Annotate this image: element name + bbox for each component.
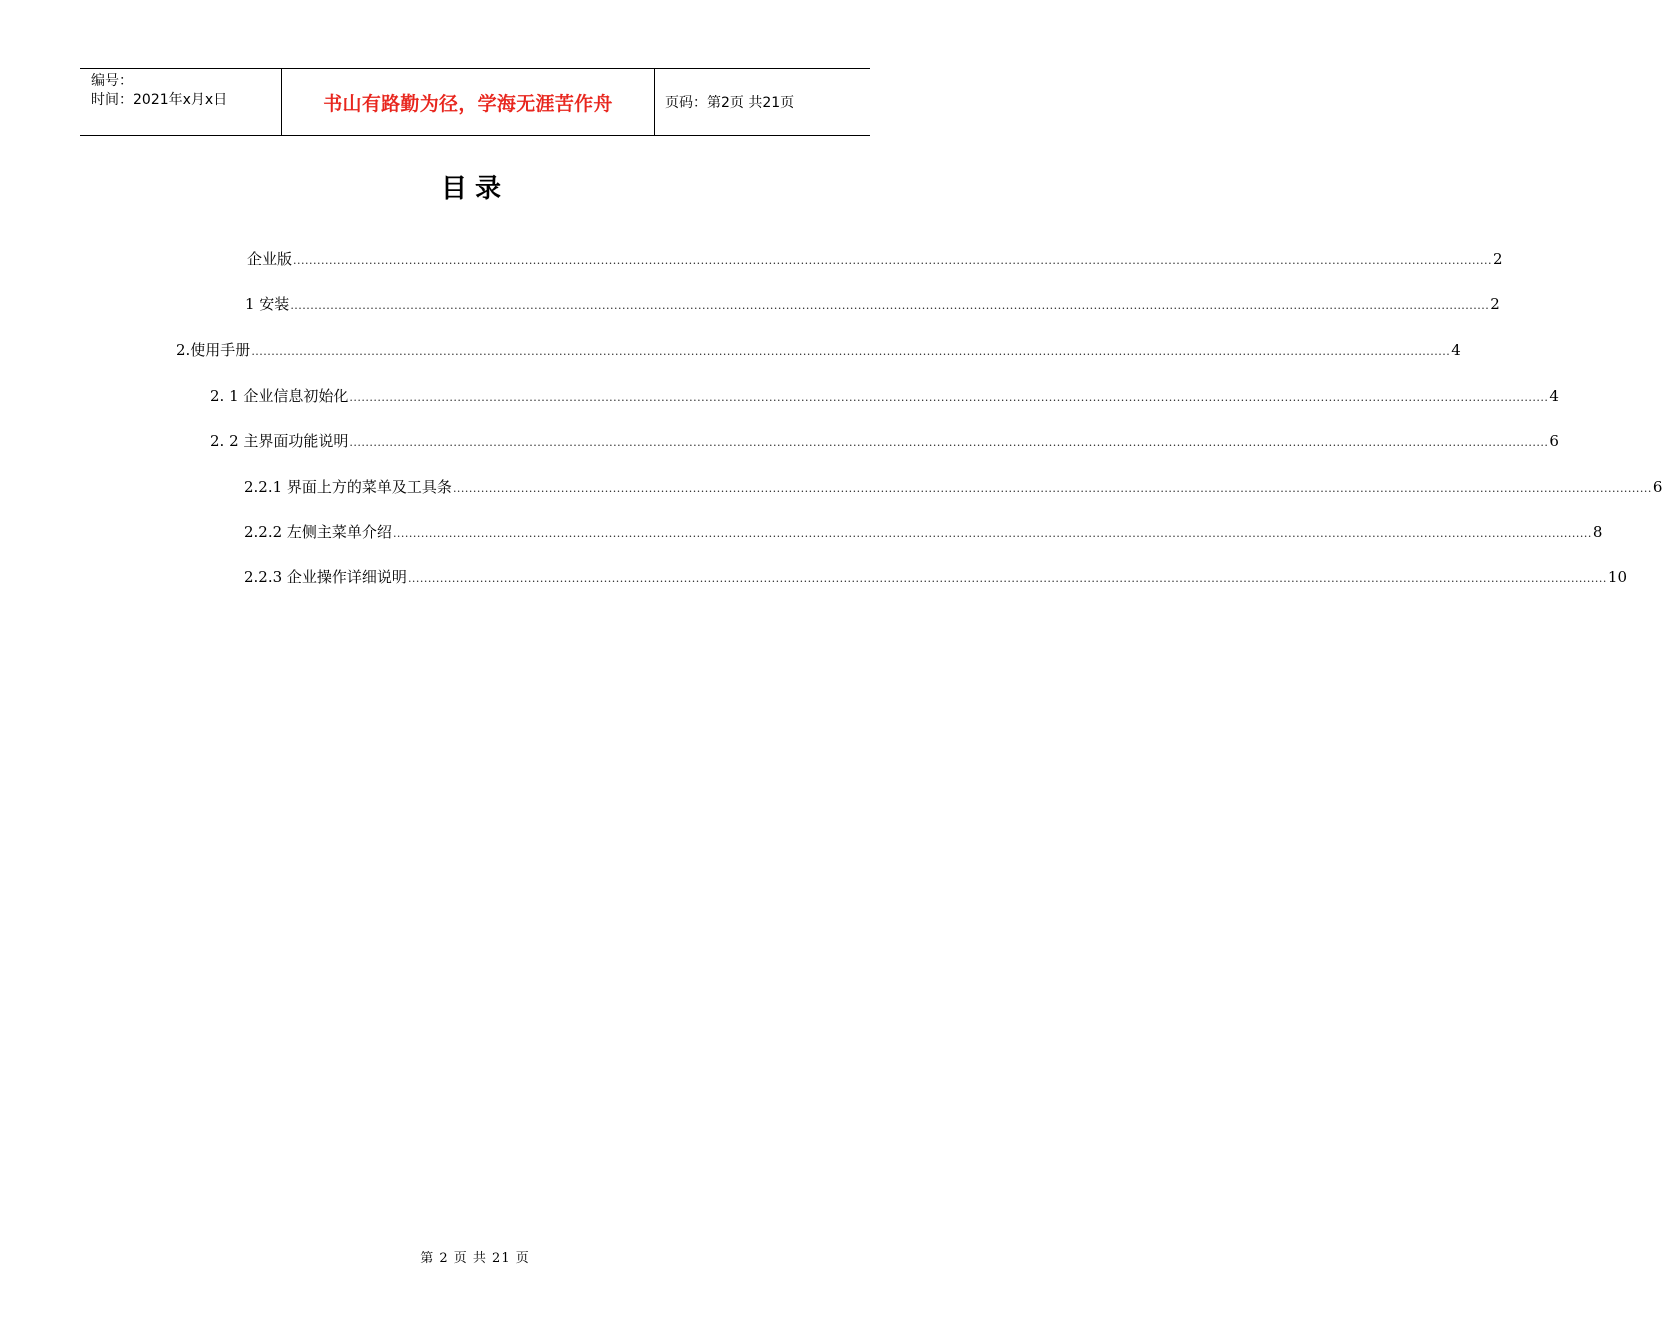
toc-entry[interactable]	[245, 293, 1500, 315]
toc-leader-dots: ............................................................................................................................................................................................................................................................................................................	[407, 572, 1607, 585]
toc-entry-page: 8	[1592, 523, 1603, 541]
page-header	[80, 68, 870, 136]
toc-entry[interactable]	[244, 521, 1603, 543]
toc-entry[interactable]	[210, 430, 1559, 452]
toc-entry-label: 2.使用手册	[176, 341, 251, 359]
toc-entry-label: 2.2.3 企业操作详细说明	[244, 568, 407, 586]
toc-entry[interactable]	[247, 248, 1503, 270]
header-page-info: 页码：第2页 共21页	[665, 95, 795, 111]
toc-leader-dots: ............................................................................................................................................................................................................................................................................................................	[349, 391, 1549, 404]
toc-leader-dots: ............................................................................................................................................................................................................................................................................................................	[293, 254, 1492, 267]
toc-title: 目录	[440, 174, 509, 204]
toc-entry-page: 10	[1607, 568, 1628, 586]
toc-entry[interactable]	[176, 339, 1461, 361]
toc-entry-page: 4	[1451, 341, 1461, 359]
toc-leader-dots: ............................................................................................................................................................................................................................................................................................................	[290, 299, 1490, 312]
toc-entry-label: 1 安装	[245, 295, 290, 313]
toc-leader-dots: ............................................................................................................................................................................................................................................................................................................	[349, 436, 1549, 449]
toc-entry-page: 2	[1493, 250, 1503, 268]
toc-leader-dots: ............................................................................................................................................................................................................................................................................................................	[392, 527, 1592, 540]
toc-entry-page: 2	[1490, 295, 1500, 313]
toc-entry[interactable]	[244, 566, 1628, 588]
toc-entry[interactable]	[244, 476, 1662, 498]
toc-leader-dots: ............................................................................................................................................................................................................................................................................................................	[251, 345, 1451, 358]
document-time-label: 时间：2021年x月x日	[91, 92, 228, 108]
header-slogan: 书山有路勤为径，学海无涯苦作舟	[323, 92, 613, 115]
header-slogan-cell	[282, 69, 655, 135]
toc-entry-page: 6	[1549, 432, 1559, 450]
toc-leader-dots: ............................................................................................................................................................................................................................................................................................................	[452, 482, 1652, 495]
toc-entry-label: 2. 1 企业信息初始化	[210, 387, 349, 405]
toc-entry-label: 企业版	[247, 250, 293, 268]
toc-entry-label: 2. 2 主界面功能说明	[210, 432, 349, 450]
toc-entry-label: 2.2.2 左侧主菜单介绍	[244, 523, 392, 541]
toc-entry[interactable]	[210, 385, 1559, 407]
header-meta-cell	[80, 69, 282, 135]
header-page-cell	[655, 69, 870, 135]
toc-entry-page: 4	[1549, 387, 1559, 405]
document-number-label: 编号：	[91, 73, 133, 89]
page-footer: 第 2 页 共 21 页	[420, 1251, 530, 1266]
toc-entry-page: 6	[1652, 478, 1662, 496]
toc-entry-label: 2.2.1 界面上方的菜单及工具条	[244, 478, 452, 496]
